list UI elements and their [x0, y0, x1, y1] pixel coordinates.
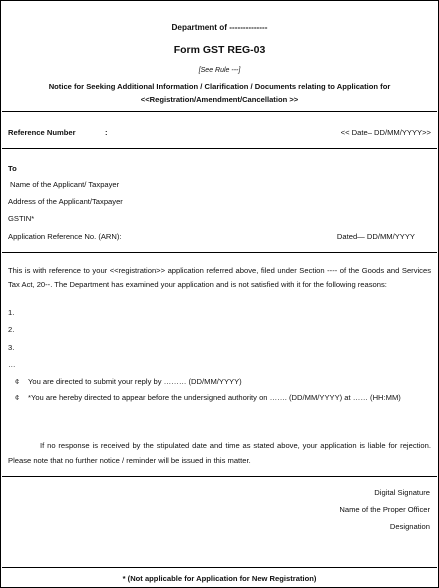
- intro-paragraph: This is with reference to your <<registration>> application referred above, filed under Section ---- of the Goods and Services Tax Act, 20--. The Department has examined your application and is not satisfied with it for the following reasons:: [8, 266, 431, 290]
- arn-label: Application Reference No. (ARN):: [8, 232, 122, 241]
- reference-date: << Date– DD/MM/YYYY>>: [340, 128, 431, 137]
- bullet-icon: ¢: [15, 377, 20, 386]
- reason-item: 2.: [8, 325, 15, 334]
- digital-signature-label: Digital Signature: [374, 488, 430, 497]
- reference-number-label: Reference Number: [8, 128, 76, 137]
- reply-directive: [15, 377, 242, 386]
- appear-directive: [8, 391, 431, 405]
- reason-item: 1.: [8, 308, 15, 317]
- notice-title-line2: <<Registration/Amendment/Cancellation >>: [140, 95, 299, 104]
- reason-ellipsis: …: [8, 360, 16, 369]
- proper-officer-label: Name of the Proper Officer: [339, 505, 430, 514]
- addressee-divider: [2, 252, 437, 253]
- body-divider: [2, 476, 437, 477]
- no-response-paragraph: If no response is received by the stipulated date and time as stated above, your application is liable for rejection. Please note that no further notice / reminder will be issued in this matter.: [8, 441, 431, 465]
- footer-divider: [2, 567, 437, 568]
- appear-directive-text: *You are hereby directed to appear before the undersigned authority on ……. (DD/MM/YYYY) at …… (HH:MM): [28, 393, 401, 402]
- gstin-label: GSTIN*: [8, 214, 35, 223]
- designation-label: Designation: [389, 522, 430, 531]
- reply-directive-text: You are directed to submit your reply by ……… (DD/MM/YYYY): [28, 377, 242, 386]
- applicant-name: Name of the Applicant/ Taxpayer: [10, 180, 120, 189]
- footnote: * (Not applicable for Application for New Registration): [122, 574, 317, 583]
- form-title: Form GST REG-03: [173, 44, 266, 56]
- notice-title-line1: Notice for Seeking Additional Information / Clarification / Documents relating to Application for: [48, 82, 391, 91]
- bullet-icon: ¢: [15, 393, 20, 402]
- department-heading: Department of --------------: [171, 23, 268, 32]
- to-label: To: [8, 164, 17, 173]
- arn-dated: Dated— DD/MM/YYYY: [336, 232, 415, 241]
- reference-number-colon: :: [105, 128, 108, 137]
- rule-reference: [See Rule ---]: [198, 67, 241, 74]
- header-divider: [2, 111, 437, 112]
- reference-divider: [2, 148, 437, 149]
- applicant-address: Address of the Applicant/Taxpayer: [8, 197, 123, 206]
- reason-item: 3.: [8, 343, 15, 352]
